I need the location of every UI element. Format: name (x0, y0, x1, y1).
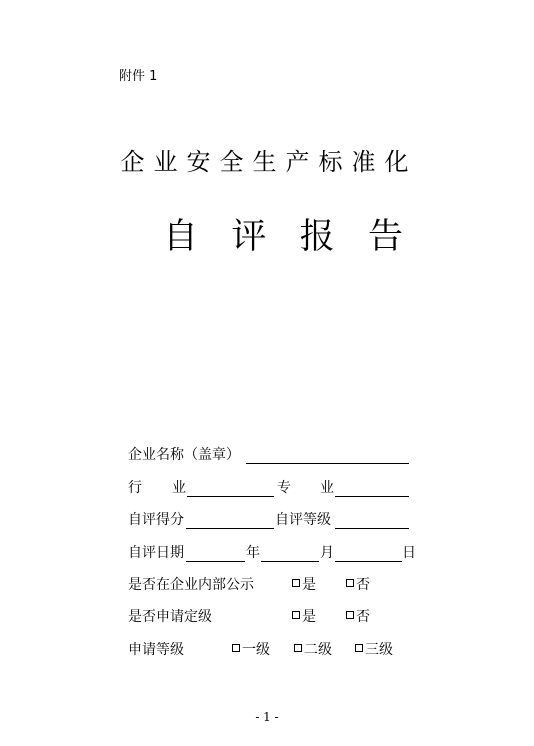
month-label: 月 (320, 545, 334, 561)
subtitle-char: 报 (299, 217, 335, 257)
public-no-option[interactable] (346, 574, 370, 596)
level-option-label: 二级 (304, 642, 332, 658)
score-field[interactable] (186, 528, 274, 529)
apply-question-label: 是否申请定级 (128, 609, 212, 625)
checkbox-icon (292, 611, 300, 619)
industry-label-char: 业 (172, 480, 186, 496)
checkbox-icon (294, 644, 302, 652)
subtitle-char: 自 (163, 217, 199, 257)
date-label: 自评日期 (128, 545, 184, 561)
apply-level-label: 申请等级 (128, 642, 184, 658)
subtitle-char: 告 (367, 217, 403, 257)
public-yes-label: 是 (302, 577, 316, 593)
day-field[interactable] (335, 561, 402, 562)
apply-yes-option[interactable] (292, 606, 316, 628)
document-title: 企业安全生产标准化 (120, 148, 418, 176)
attachment-label: 附件 1 (119, 69, 158, 84)
checkbox-icon (346, 611, 354, 619)
year-label: 年 (246, 545, 260, 561)
checkbox-icon (232, 644, 240, 652)
apply-yes-label: 是 (302, 609, 316, 625)
page-number: - 1 - (255, 710, 279, 724)
level-option-2[interactable] (294, 639, 332, 661)
specialty-field[interactable] (335, 496, 409, 497)
score-label: 自评得分 (128, 512, 184, 528)
checkbox-icon (292, 579, 300, 587)
subtitle-char: 评 (231, 217, 267, 257)
industry-field[interactable] (187, 496, 274, 497)
public-question-label: 是否在企业内部公示 (128, 577, 254, 593)
industry-label-char: 行 (128, 480, 142, 496)
specialty-label-char: 专 (277, 480, 291, 496)
level-option-3[interactable] (355, 639, 393, 661)
level-option-1[interactable] (232, 639, 270, 661)
day-label: 日 (402, 545, 416, 561)
checkbox-icon (355, 644, 363, 652)
company-name-label: 企业名称（盖章） (128, 447, 240, 463)
apply-no-label: 否 (356, 609, 370, 625)
grade-label: 自评等级 (275, 512, 331, 528)
level-option-label: 三级 (365, 642, 393, 658)
level-option-label: 一级 (242, 642, 270, 658)
year-field[interactable] (186, 561, 245, 562)
month-field[interactable] (261, 561, 319, 562)
specialty-label-char: 业 (320, 480, 334, 496)
company-name-field[interactable] (246, 463, 409, 464)
document-subtitle (163, 215, 403, 259)
grade-field[interactable] (335, 528, 409, 529)
apply-no-option[interactable] (346, 606, 370, 628)
checkbox-icon (346, 579, 354, 587)
public-no-label: 否 (356, 577, 370, 593)
public-yes-option[interactable] (292, 574, 316, 596)
